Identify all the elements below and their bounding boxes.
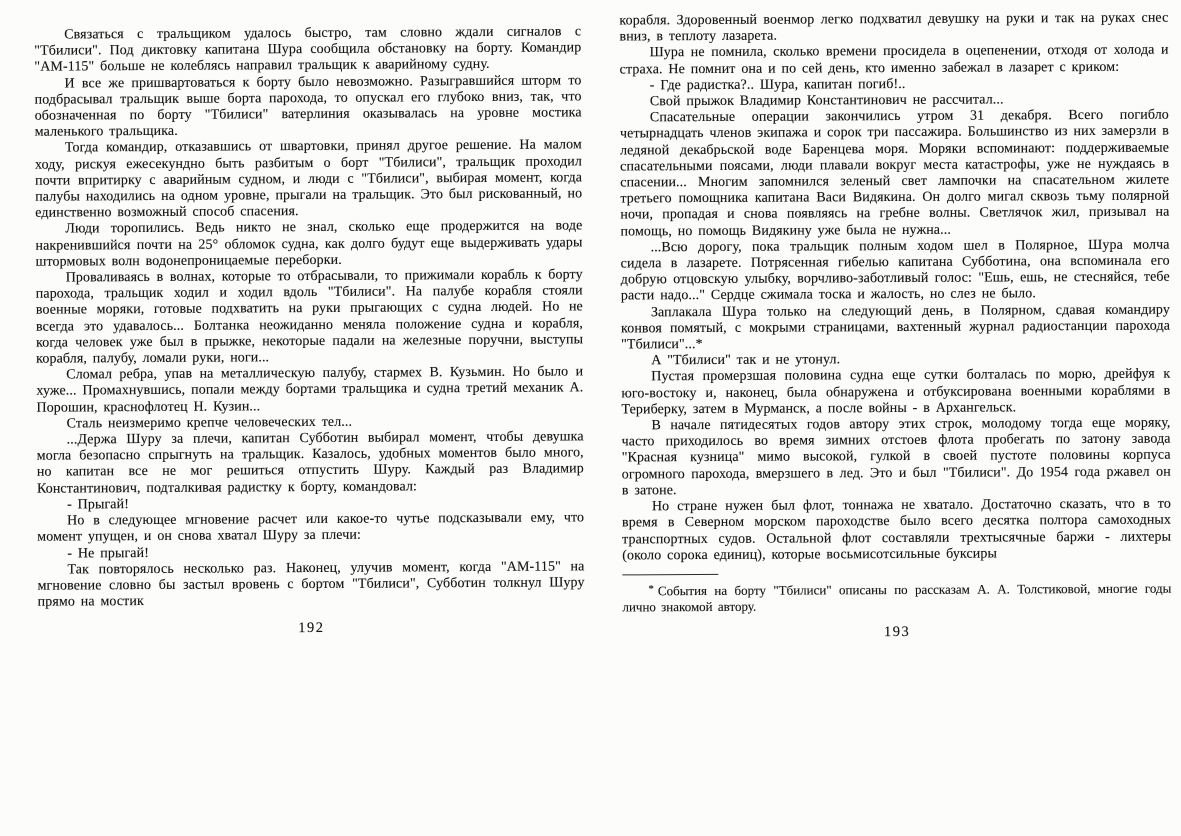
page-right-text-column	[619, 11, 1171, 565]
paragraph: Связаться с тральщиком удалось быстро, там словно ждали сигналов с "Тбилиси". Под диктовку капитана Шура сообщила обстановку на борту. Командир "АМ-115" больше не колеблясь направил тральщик к аварийному судну.	[34, 24, 582, 76]
paragraph: Пустая промерзшая половина судна еще сутки болталась по морю, дрейфуя к юго-востоку и, наконец, была обнаружена и отбуксирована военными кораблями в Териберку, затем в Мурманск, а после войны - в Архангельск.	[621, 367, 1171, 418]
paragraph: Спасательные операции закончились утром 31 декабря. Всего погибло четырнадцать членов экипажа и сорок три пассажира. Большинство из них замерзли в ледяной декабрьской воде Баренцева моря. Моряки вспоминают: поддерживаемые спасательными поясами, люди плавали вокруг места катастрофы, уже не нуждаясь в спасении... Многим запомнился зеленый свет лампочки на спасательном жилете третьего помощника капитана Васи Видякина. Он долго мигал сквозь тьму полярной ночи, пропадая и снова появляясь на гребне волны. Светлячок жил, призывал на помощь, но помощь Видякину уже была не нужна...	[619, 107, 1170, 240]
paragraph: корабля. Здоровенный военмор легко подхватил девушку на руки и так на руках снес вниз, в теплоту лазарета.	[619, 10, 1169, 45]
footnote-marker: *	[648, 583, 654, 596]
page-number-right: 193	[883, 624, 911, 641]
paragraph: Сломал ребра, упав на металлическую палубу, стармех В. Кузьмин. Но было и хуже... Промахнувшись, попали между бортами тральщика и судна третий механик А. Порошин, краснофлотец Н. Кузин...	[36, 364, 584, 416]
paragraph: - Где радистка?.. Шура, капитан погиб!..	[649, 76, 906, 94]
paragraph: Сталь неизмеримо крепче человеческих тел...	[66, 414, 353, 432]
paragraph: ...Всю дорогу, пока тральщик полным ходом шел в Полярное, Шура молча сидела в лазарете. Потрясенная гибелью капитана Субботина, она вспоминала его добрую отцовскую улыбку, ворчливо-заботливый голос: "Ешь, ешь, не стесняйся, тебе расти надо..." Сердце сжимала тоска и жалость, но слез не было.	[620, 237, 1170, 304]
paragraph: А "Тбилиси" так и не утонул.	[651, 352, 841, 369]
paragraph: И все же пришвартоваться к борту было невозможно. Разыгравшийся шторм то подбрасывал тральщик выше борта парохода, то опускал его глубоко вниз, так, что обозначенная по борту "Тбилиси" ватерлиния оказывалась на уровне мостика маленького тральщика.	[34, 72, 582, 140]
paragraph: Но в следующее мгновение расчет или какое-то чутье подсказывали ему, что момент упущен, и он снова хватал Шуру за плечи:	[37, 510, 585, 545]
paragraph: - Прыгай!	[67, 496, 129, 513]
footnote-text	[622, 579, 1171, 614]
paragraph: В начале пятидесятых годов автору этих строк, молодому тогда еще моряку, часто приходилось во время зимних отстоев флота пробегать по затону завода "Красная кузница" мимо высокой, гулкой в своей пустоте половины корпуса огромного парохода, вмерзшего в лед. Это и был "Тбилиси". До 1954 года ржавел он в затоне.	[621, 415, 1171, 499]
paragraph: Так повторялось несколько раз. Наконец, улучив момент, когда "АМ-115" на мгновение словно бы застыл вровень с бортом "Тбилиси", Субботин толкнул Шуру прямо на мостик	[37, 559, 585, 610]
paragraph: - Не прыгай!	[67, 545, 150, 561]
paragraph: Люди торопились. Ведь никто не знал, сколько еще продержится на воде накренившийся почти на 25° обломок судна, как долго будут еще выдерживать удары штормовых волн водонепроницаемые переборки.	[35, 218, 583, 270]
book-page-right	[619, 11, 1171, 643]
paragraph: Свой прыжок Владимир Константинович не рассчитал...	[649, 92, 1004, 110]
paragraph: Но стране нужен был флот, тоннажа не хватало. Достаточно сказать, что в то время в Северном морском пароходстве было всего десятка полтора самоходных транспортных судов. Остальной флот составляли трехтысячные баржи - лихтеры (около сорока единиц), которые восьмисотсильные буксиры	[621, 496, 1172, 564]
footnote	[622, 571, 1171, 614]
book-page-left	[34, 24, 585, 639]
paragraph: Заплакала Шура только на следующий день, в Полярном, сдавая командиру конвоя помятый, с мокрыми страницами, вахтенный журнал радиостанции парохода "Тбилиси"...*	[620, 302, 1171, 353]
paragraph: Тогда командир, отказавшись от швартовки, принял другое решение. На малом ходу, рискуя ежесекундно быть разбитым о борт "Тбилиси", тральщик проходил почти впритирку с аварийным судном, и люди с "Тбилиси", выбирая момент, когда палубы находились на одном уровне, прыгали на тральщик. Это был рискованный, но единственно возможный способ спасения.	[34, 137, 583, 221]
footnote-separator	[622, 574, 718, 576]
page-left-text-column	[34, 24, 585, 611]
paragraph: Проваливаясь в волнах, которые то отбрасывали, то прижимали корабль к борту парохода, тральщик ходил и ходил вдоль "Тбилиси". На палубе корабля стояли военные моряки, готовые подхватить на руки прыгающих с судна людей. Но не всегда это удавалось... Болтанка неожиданно меняла положение судна и корабля, когда человек уже был в прыжке, некоторые падали на железные поручни, выступы корабля, палубу, ломали руки, ноги...	[35, 267, 584, 367]
paragraph: Шура не помнила, сколько времени просидела в оцепенении, отходя от холода и страха. Не помнит она и по сей день, кто именно забежал в лазарет с криком:	[619, 42, 1169, 78]
footnote-body: События на борту "Тбилиси" описаны по рассказам А. А. Толстиковой, многие годы лично знакомой автору.	[622, 580, 1172, 614]
paragraph: ...Держа Шуру за плечи, капитан Субботин выбирал момент, чтобы девушка могла безопасно спрыгнуть на тральщик. Казалось, удобных моментов было много, но капитан все не мог решиться отпустить Шуру. Каждый раз Владимир Константинович, подталкивая радистку к борту, командовал:	[36, 429, 584, 497]
page-number-left: 192	[298, 620, 325, 637]
